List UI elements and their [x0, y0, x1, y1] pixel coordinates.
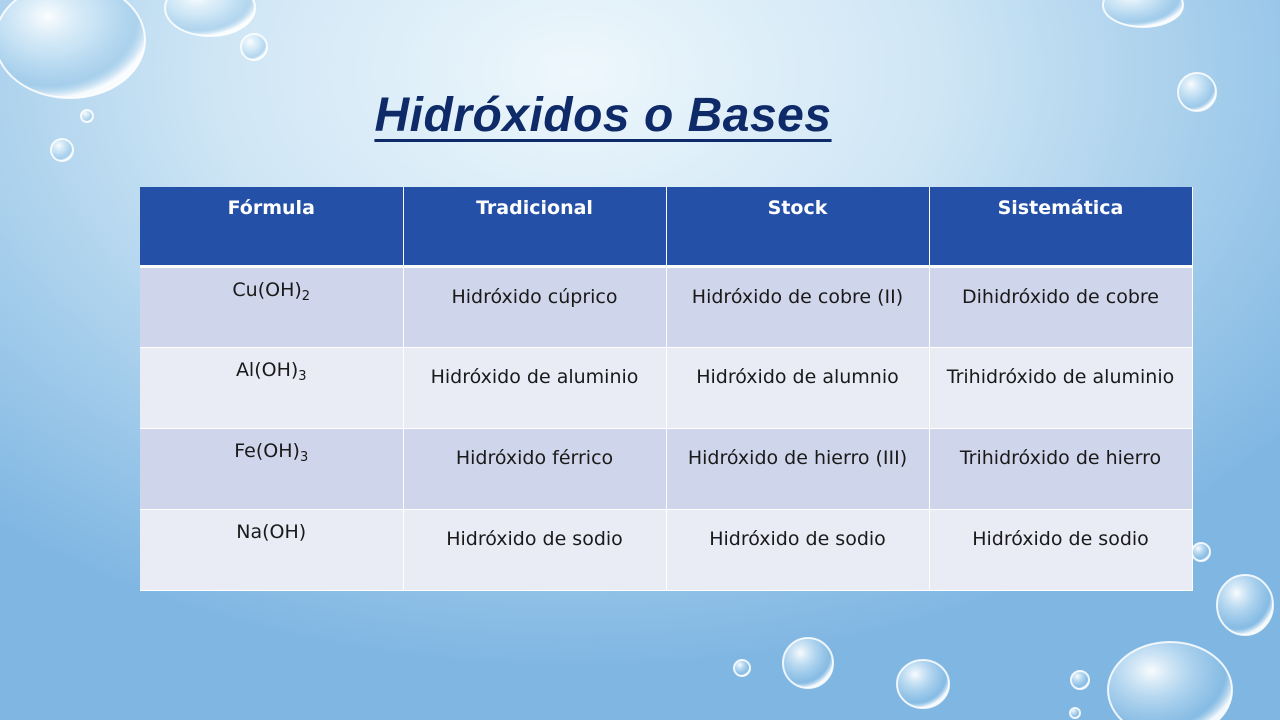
table-row [140, 509, 1192, 590]
droplet [0, 0, 145, 98]
droplet [1192, 543, 1210, 561]
droplet [1070, 708, 1080, 718]
droplet [783, 638, 833, 688]
sistematica-cell: Dihidróxido de cobre [929, 266, 1192, 347]
header-tradicional: Tradicional [403, 187, 666, 266]
droplet [897, 660, 949, 708]
droplet [165, 0, 255, 36]
sistematica-cell: Trihidróxido de aluminio [929, 347, 1192, 428]
droplet [1217, 575, 1273, 635]
formula-cell: $Al(OH)_3$ [140, 347, 403, 428]
table-row [140, 266, 1192, 347]
formula-cell: Na(OH) [140, 509, 403, 590]
droplet [734, 660, 750, 676]
header-stock: Stock [666, 187, 929, 266]
header-formula: Fórmula [140, 187, 403, 266]
slide-title: Hidróxidos o Bases [374, 89, 832, 142]
tradicional-cell: Hidróxido de aluminio [403, 347, 666, 428]
stock-cell: Hidróxido de alumnio [666, 347, 929, 428]
droplet [1103, 0, 1183, 27]
tradicional-cell: Hidróxido férrico [403, 428, 666, 509]
hydroxide-naming-table [140, 187, 1193, 591]
stock-cell: Hidróxido de hierro (III) [666, 428, 929, 509]
droplet [1071, 671, 1089, 689]
header-sistematica: Sistemática [929, 187, 1192, 266]
tradicional-cell: Hidróxido cúprico [403, 266, 666, 347]
table-header-row [140, 187, 1192, 266]
droplet [241, 34, 267, 60]
droplet [1108, 642, 1232, 720]
table-row [140, 428, 1192, 509]
stock-cell: Hidróxido de sodio [666, 509, 929, 590]
formula-cell: $Fe(OH)_3$ [140, 428, 403, 509]
table-row [140, 347, 1192, 428]
sistematica-cell: Hidróxido de sodio [929, 509, 1192, 590]
tradicional-cell: Hidróxido de sodio [403, 509, 666, 590]
formula-cell: $Cu(OH)_2$ [140, 266, 403, 347]
stock-cell: Hidróxido de cobre (II) [666, 266, 929, 347]
sistematica-cell: Trihidróxido de hierro [929, 428, 1192, 509]
